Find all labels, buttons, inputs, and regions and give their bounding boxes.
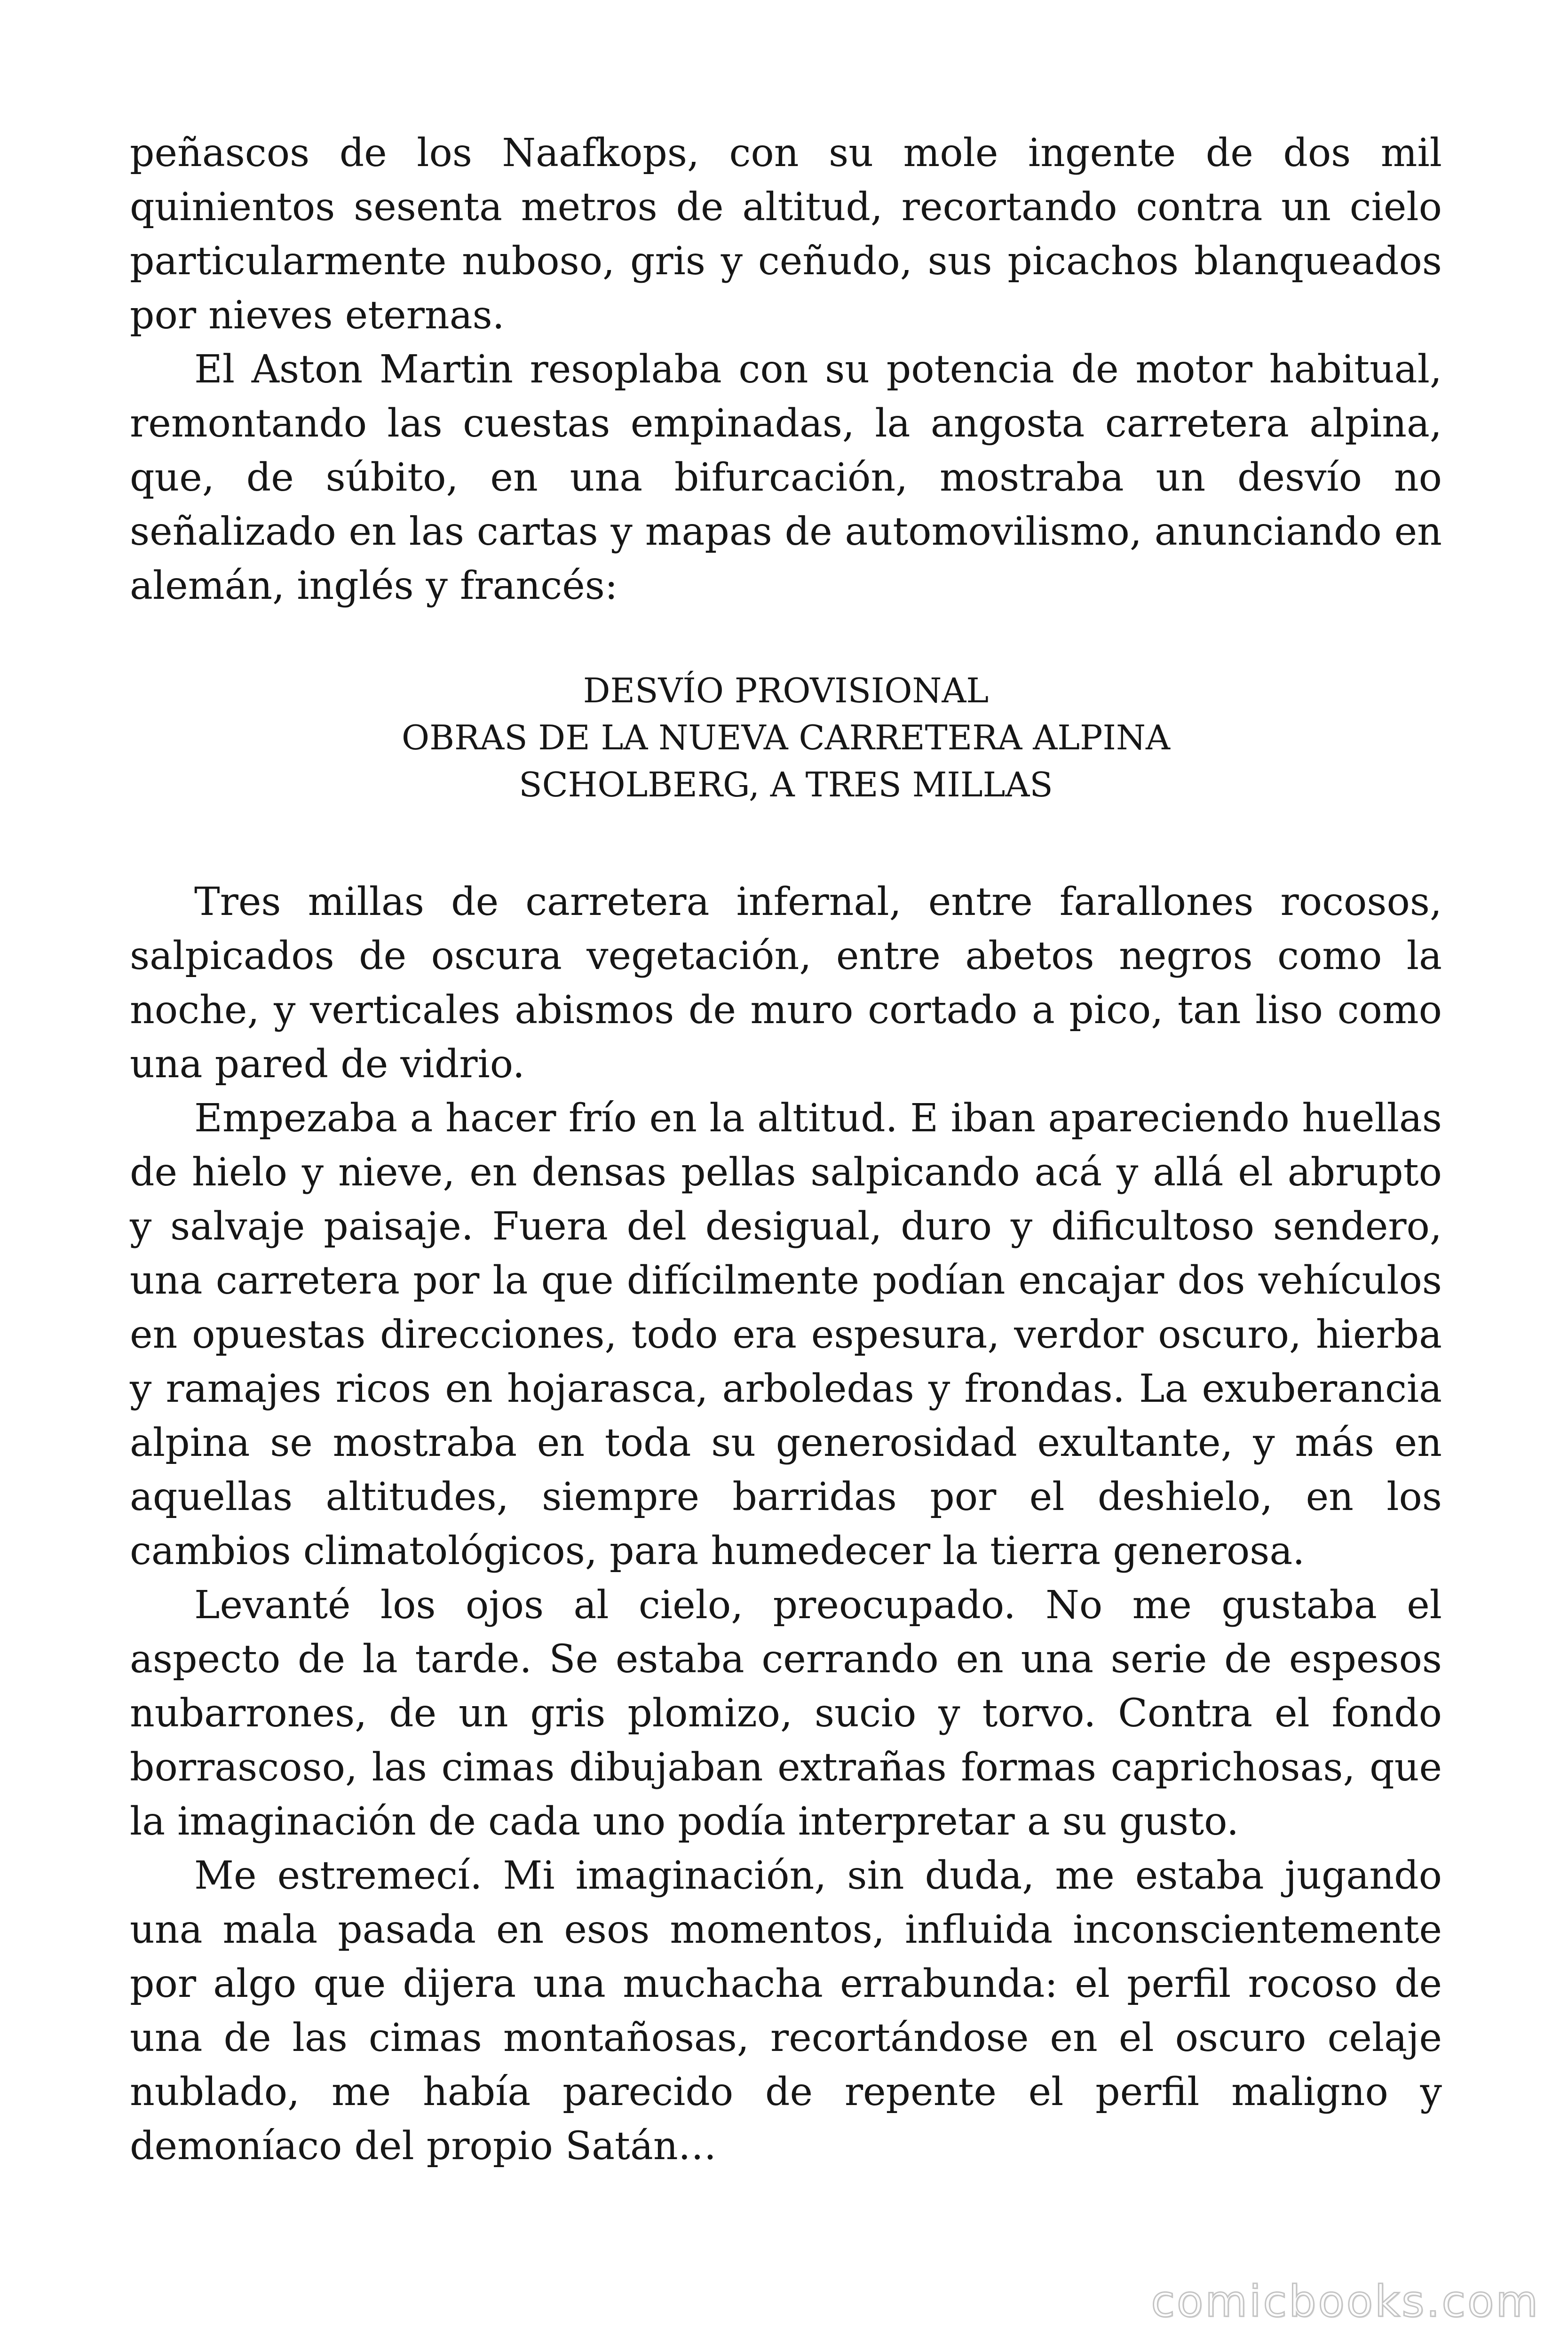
watermark: comicbooks.com: [1151, 2276, 1540, 2327]
paragraph: Tres millas de carretera infernal, entre farallones rocosos, salpicados de oscura vegetación, entre abetos negros como la noche, y verticales abismos de muro cortado a pico, tan liso como una pared de vidrio.: [130, 880, 1442, 1087]
sign-line: OBRAS DE LA NUEVA CARRETERA ALPINA: [402, 718, 1170, 757]
paragraph: Me estremecí. Mi imaginación, sin duda, me estaba jugando una mala pasada en esos momentos, influida inconscientemente por algo que dijera una muchacha errabunda: el perfil rocoso de una de las cimas montañosas, recortándose en el oscuro celaje nublado, me había parecido de repente el perfil maligno y demoníaco del propio Satán…: [130, 1853, 1442, 2169]
body-text-top: [130, 126, 1442, 613]
body-text-bottom: [130, 875, 1442, 2173]
paragraph: Levanté los ojos al cielo, preocupado. No me gustaba el aspecto de la tarde. Se estaba cerrando en una serie de espesos nubarrones, de un gris plomizo, sucio y torvo. Contra el fondo borrascoso, las cimas dibujaban extrañas formas caprichosas, que la imaginación de cada uno podía interpretar a su gusto.: [130, 1583, 1442, 1844]
sign-line: DESVÍO PROVISIONAL: [583, 671, 989, 710]
paragraph: Empezaba a hacer frío en la altitud. E iban apareciendo huellas de hielo y nieve, en densas pellas salpicando acá y allá el abrupto y salvaje paisaje. Fuera del desigual, duro y dificultoso sendero, una carretera por la que difícilmente podían encajar dos vehículos en opuestas direcciones, todo era espesura, verdor oscuro, hierba y ramajes ricos en hojarasca, arboledas y frondas. La exuberancia alpina se mostraba en toda su generosidad exultante, y más en aquellas altitudes, siempre barridas por el deshielo, en los cambios climatológicos, para humedecer la tierra generosa.: [130, 1096, 1442, 1573]
sign-line: SCHOLBERG, A TRES MILLAS: [519, 765, 1053, 804]
road-sign-text: [130, 667, 1442, 808]
paragraph: El Aston Martin resoplaba con su potencia de motor habitual, remontando las cuestas empinadas, la angosta carretera alpina, que, de súbito, en una bifurcación, mostraba un desvío no señalizado en las cartas y mapas de automovilismo, anunciando en alemán, inglés y francés:: [130, 347, 1442, 608]
paragraph-continued: peñascos de los Naafkops, con su mole ingente de dos mil quinientos sesenta metros de altitud, recortando contra un cielo particularmente nuboso, gris y ceñudo, sus picachos blanqueados por nieves eternas.: [130, 131, 1442, 338]
